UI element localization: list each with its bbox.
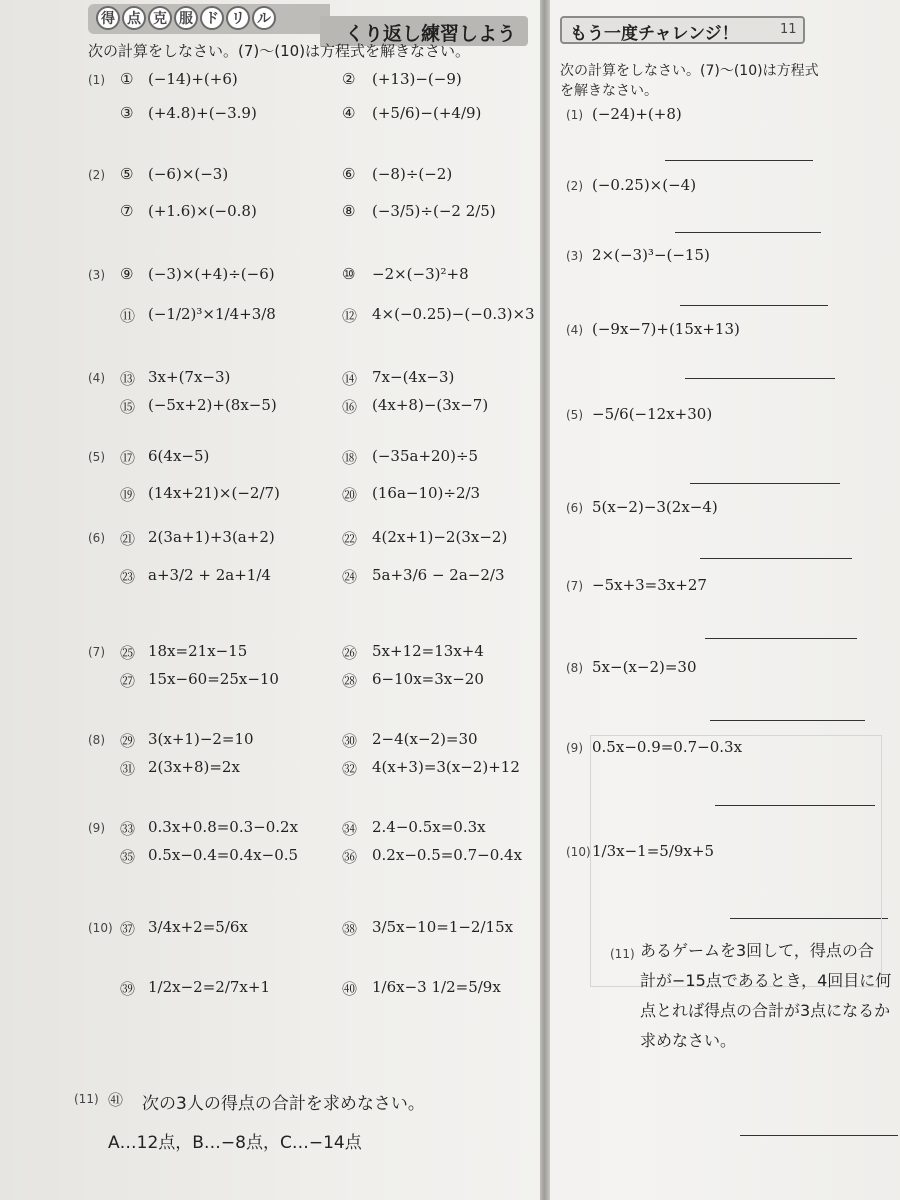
challenge-number: (1)	[566, 108, 583, 122]
challenge-expression: 2×(−3)³−(−15)	[592, 246, 710, 264]
problem-expression: −2×(−3)²+8	[372, 265, 469, 283]
problem-expression: (+1.6)×(−0.8)	[148, 202, 257, 220]
problem-number: ㉔	[342, 568, 358, 586]
problem-number: ㉗	[120, 672, 136, 690]
section-label: (5)	[88, 450, 105, 464]
challenge-expression: (−24)+(+8)	[592, 105, 682, 123]
problem-expression: (−6)×(−3)	[148, 165, 229, 183]
problem-number: ⑭	[342, 370, 358, 388]
challenge-expression: (−0.25)×(−4)	[592, 176, 697, 194]
section-label: (4)	[88, 371, 105, 385]
problem-expression: (−1/2)³×1/4+3/8	[148, 305, 276, 323]
problem-number: ⑧	[342, 202, 356, 220]
problem-number: ④	[342, 104, 356, 122]
problem-expression: 5x+12=13x+4	[372, 642, 484, 660]
problem-number: ⑬	[120, 370, 136, 388]
challenge-number: (8)	[566, 661, 583, 675]
answer-line	[705, 638, 857, 639]
problem-number: ㉕	[120, 644, 136, 662]
problem-number: ⑫	[342, 307, 358, 325]
right-instruction-2: を解きなさい。	[560, 83, 658, 99]
drill-char-0: 得	[96, 6, 120, 30]
answer-line	[700, 558, 852, 559]
problem-number: ㊳	[342, 920, 358, 938]
problem-number: ⑰	[120, 449, 136, 467]
challenge-number: (10)	[566, 845, 591, 859]
section-label: (3)	[88, 268, 105, 282]
problem-expression: 2−4(x−2)=30	[372, 730, 478, 748]
problem-expression: 7x−(4x−3)	[372, 368, 455, 386]
right-q11-number: (11)	[610, 947, 635, 961]
challenge-number: (9)	[566, 741, 583, 755]
problem-expression: a+3/2 + 2a+1/4	[148, 566, 271, 584]
drill-char-2: 克	[148, 6, 172, 30]
problem-number: ⑪	[120, 307, 136, 325]
problem-expression: 6−10x=3x−20	[372, 670, 484, 688]
q11-text-line: 求めなさい。	[640, 1031, 737, 1050]
problem-expression: 4(2x+1)−2(3x−2)	[372, 528, 508, 546]
problem-expression: 18x=21x−15	[148, 642, 248, 660]
q11-number: ㊶	[108, 1091, 124, 1109]
problem-number: ㊴	[120, 980, 136, 998]
problem-number: ⑤	[120, 165, 134, 183]
problem-expression: (14x+21)×(−2/7)	[148, 484, 280, 502]
problem-expression: (−5x+2)+(8x−5)	[148, 396, 277, 414]
problem-expression: (+5/6)−(+4/9)	[372, 104, 482, 122]
q11-scores: A…12点，B…−8点，C…−14点	[108, 1133, 362, 1153]
problem-expression: (−35a+20)÷5	[372, 447, 479, 465]
challenge-number: (5)	[566, 408, 583, 422]
problem-expression: (−3)×(+4)÷(−6)	[148, 265, 275, 283]
challenge-expression: (−9x−7)+(15x+13)	[592, 320, 740, 338]
challenge-expression: −5/6(−12x+30)	[592, 405, 713, 423]
problem-number: ⑥	[342, 165, 356, 183]
answer-line	[740, 1135, 898, 1136]
problem-number: ㊲	[120, 920, 136, 938]
problem-expression: 3(x+1)−2=10	[148, 730, 254, 748]
challenge-number: (7)	[566, 579, 583, 593]
problem-expression: (4x+8)−(3x−7)	[372, 396, 489, 414]
problem-expression: 0.5x−0.4=0.4x−0.5	[148, 846, 299, 864]
q11-text-line: 計が−15点であるとき，4回目に何	[640, 971, 892, 990]
problem-number: ⑨	[120, 265, 134, 283]
challenge-expression: 5x−(x−2)=30	[592, 658, 697, 676]
answer-line	[675, 232, 821, 233]
problem-expression: 2.4−0.5x=0.3x	[372, 818, 486, 836]
q11-section: (11)	[74, 1092, 99, 1106]
problem-number: ①	[120, 70, 134, 88]
drill-title	[96, 6, 276, 30]
problem-number: ㉟	[120, 848, 136, 866]
problem-expression: (+13)−(−9)	[372, 70, 462, 88]
challenge-number: (2)	[566, 179, 583, 193]
problem-number: ⑳	[342, 486, 358, 504]
problem-number: ⑱	[342, 449, 358, 467]
problem-number: ⑯	[342, 398, 358, 416]
problem-number: ㉒	[342, 530, 358, 548]
problem-number: ㉙	[120, 732, 136, 750]
q11-text-line: 点とれば得点の合計が3点になるか	[640, 1001, 891, 1020]
problem-number: ⑲	[120, 486, 136, 504]
problem-expression: (−14)+(+6)	[148, 70, 238, 88]
problem-number: ㉑	[120, 530, 136, 548]
q11-text-line: あるゲームを3回して，得点の合	[640, 941, 874, 960]
left-instruction: 次の計算をしなさい。(7)〜(10)は方程式を解きなさい。	[88, 42, 471, 60]
problem-expression: (16a−10)÷2/3	[372, 484, 481, 502]
problem-expression: 1/6x−3 1/2=5/9x	[372, 978, 501, 996]
drill-char-1: 点	[122, 6, 146, 30]
answer-line	[680, 305, 828, 306]
problem-number: ㉛	[120, 760, 136, 778]
answer-line	[710, 720, 865, 721]
drill-char-5: リ	[226, 6, 250, 30]
problem-expression: 0.3x+0.8=0.3−0.2x	[148, 818, 299, 836]
problem-number: ㊵	[342, 980, 358, 998]
problem-number: ③	[120, 104, 134, 122]
section-label: (6)	[88, 531, 105, 545]
problem-expression: 4×(−0.25)−(−0.3)×3	[372, 305, 535, 323]
q11-question: 次の3人の得点の合計を求めなさい。	[142, 1094, 425, 1114]
problem-number: ㉚	[342, 732, 358, 750]
drill-char-4: ド	[200, 6, 224, 30]
problem-expression: 6(4x−5)	[148, 447, 210, 465]
problem-expression: 3/4x+2=5/6x	[148, 918, 248, 936]
problem-expression: 2(3x+8)=2x	[148, 758, 240, 776]
problem-number: ㉞	[342, 820, 358, 838]
right-instruction-1: 次の計算をしなさい。(7)〜(10)は方程式	[560, 63, 819, 79]
problem-number: ⑮	[120, 398, 136, 416]
problem-number: ㉜	[342, 760, 358, 778]
challenge-expression: −5x+3=3x+27	[592, 576, 707, 594]
problem-number: ㉘	[342, 672, 358, 690]
section-label: (10)	[88, 921, 113, 935]
section-label: (8)	[88, 733, 105, 747]
section-label: (7)	[88, 645, 105, 659]
problem-expression: 2(3a+1)+3(a+2)	[148, 528, 275, 546]
problem-expression: 5a+3/6 − 2a−2/3	[372, 566, 505, 584]
drill-char-6: ル	[252, 6, 276, 30]
section-label: (1)	[88, 73, 105, 87]
problem-number: ⑦	[120, 202, 134, 220]
drill-char-3: 服	[174, 6, 198, 30]
problem-expression: 3/5x−10=1−2/15x	[372, 918, 514, 936]
answer-line	[690, 483, 840, 484]
problem-number: ㊱	[342, 848, 358, 866]
challenge-expression: 1/3x−1=5/9x+5	[592, 842, 714, 860]
answer-line	[665, 160, 813, 161]
problem-expression: (+4.8)+(−3.9)	[148, 104, 257, 122]
problem-number: ㉓	[120, 568, 136, 586]
section-label: (9)	[88, 821, 105, 835]
problem-expression: (−3/5)÷(−2 2/5)	[372, 202, 496, 220]
answer-line	[685, 378, 835, 379]
challenge-title: もう一度チャレンジ！	[570, 24, 739, 44]
problem-expression: 3x+(7x−3)	[148, 368, 231, 386]
problem-number: ②	[342, 70, 356, 88]
problem-expression: (−8)÷(−2)	[372, 165, 453, 183]
problem-expression: 4(x+3)=3(x−2)+12	[372, 758, 520, 776]
header-band-text: くり返し練習しよう	[345, 23, 517, 45]
problem-number: ⑩	[342, 265, 356, 283]
page-spine	[540, 0, 550, 1200]
problem-expression: 15x−60=25x−10	[148, 670, 279, 688]
problem-number: ㉖	[342, 644, 358, 662]
problem-number: ㉝	[120, 820, 136, 838]
problem-expression: 1/2x−2=2/7x+1	[148, 978, 270, 996]
challenge-number: (6)	[566, 501, 583, 515]
challenge-number: (3)	[566, 249, 583, 263]
challenge-expression: 5(x−2)−3(2x−4)	[592, 498, 718, 516]
section-label: (2)	[88, 168, 105, 182]
challenge-expression: 0.5x−0.9=0.7−0.3x	[592, 738, 743, 756]
page-number: 11	[780, 22, 797, 37]
problem-expression: 0.2x−0.5=0.7−0.4x	[372, 846, 523, 864]
challenge-number: (4)	[566, 323, 583, 337]
